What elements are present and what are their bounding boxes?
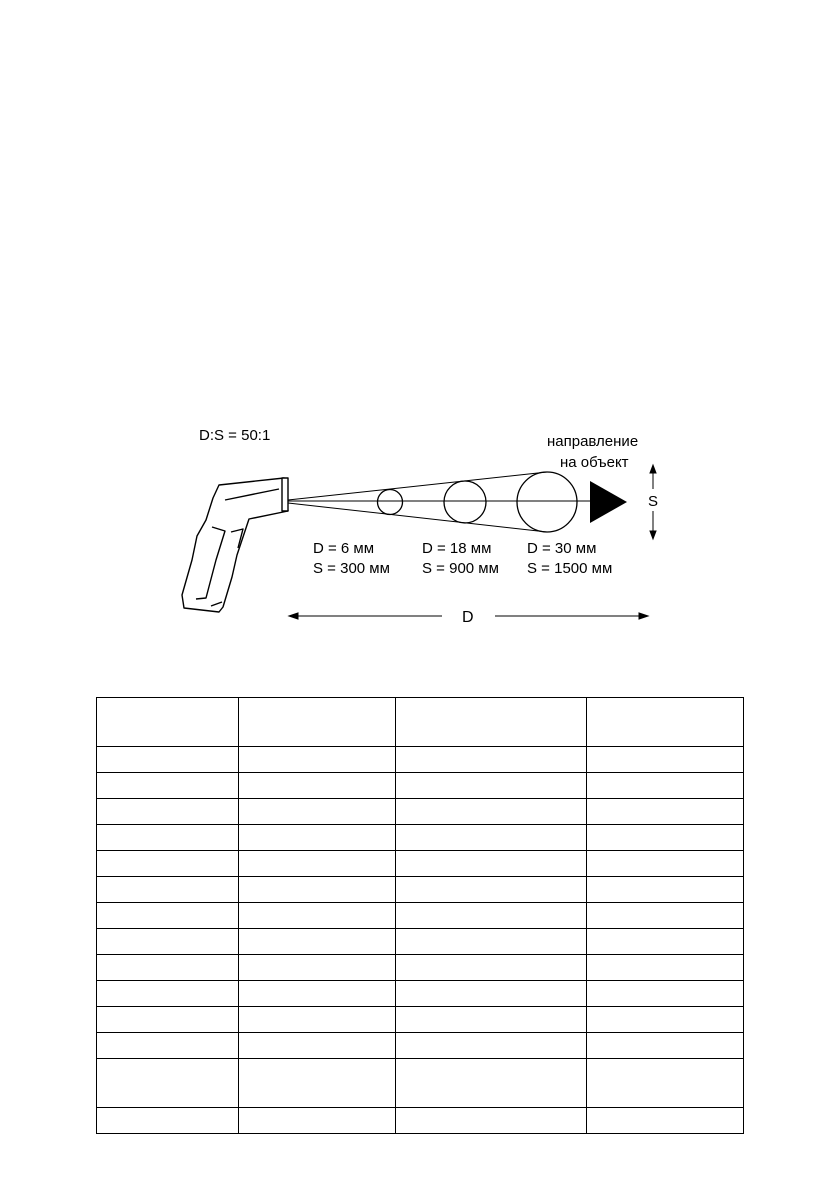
table-row <box>97 903 744 929</box>
beam-cone <box>288 472 591 532</box>
table-cell <box>239 877 396 903</box>
table-row <box>97 851 744 877</box>
table-cell <box>396 851 587 877</box>
table-cell <box>239 698 396 747</box>
table-row <box>97 1059 744 1108</box>
table-cell <box>97 1033 239 1059</box>
table-row <box>97 698 744 747</box>
table-row <box>97 799 744 825</box>
table-cell <box>587 981 744 1007</box>
table-cell <box>587 1033 744 1059</box>
spot-circle-3 <box>517 472 577 532</box>
table-cell <box>239 747 396 773</box>
table-cell <box>239 1108 396 1134</box>
table-cell <box>587 851 744 877</box>
table-cell <box>587 825 744 851</box>
table-cell <box>396 1059 587 1108</box>
table-cell <box>396 1007 587 1033</box>
table-cell <box>97 955 239 981</box>
table-cell <box>97 1059 239 1108</box>
spot-circle-2 <box>444 481 486 523</box>
table-cell <box>587 1059 744 1108</box>
spot-size-label: S <box>648 493 659 510</box>
table-cell <box>396 799 587 825</box>
table-cell <box>396 698 587 747</box>
spot-circle-1 <box>378 490 403 515</box>
spot-1-s-label: S = 300 мм <box>313 560 390 577</box>
direction-label-line1: направление <box>547 433 639 450</box>
table-cell <box>97 851 239 877</box>
spot-3-s-label: S = 1500 мм <box>527 560 613 577</box>
table-cell <box>97 929 239 955</box>
table-row <box>97 1108 744 1134</box>
table-cell <box>239 799 396 825</box>
table-cell <box>396 929 587 955</box>
table-row <box>97 747 744 773</box>
spot-2-s-label: S = 900 мм <box>422 560 499 577</box>
table-cell <box>97 1007 239 1033</box>
table-cell <box>396 981 587 1007</box>
spot-3-d-label: D = 30 мм <box>527 540 597 557</box>
table-cell <box>587 1007 744 1033</box>
table-cell <box>97 825 239 851</box>
table-cell <box>587 698 744 747</box>
table-cell <box>239 981 396 1007</box>
table-cell <box>396 877 587 903</box>
table-cell <box>239 1059 396 1108</box>
table-row <box>97 773 744 799</box>
table-cell <box>97 1108 239 1134</box>
table-cell <box>239 929 396 955</box>
table-row <box>97 955 744 981</box>
table-row <box>97 1007 744 1033</box>
spot-1-d-label: D = 6 мм <box>313 540 375 557</box>
distance-label: D <box>462 609 474 626</box>
spot-2-d-label: D = 18 мм <box>422 540 492 557</box>
table-cell <box>587 747 744 773</box>
table-cell <box>587 799 744 825</box>
table-row <box>97 1033 744 1059</box>
table-cell <box>239 1033 396 1059</box>
thermometer-gun-icon <box>182 478 288 612</box>
table-cell <box>587 1108 744 1134</box>
table-cell <box>587 955 744 981</box>
table-cell <box>396 1033 587 1059</box>
direction-label-line2: на объект <box>560 454 629 471</box>
table-cell <box>97 698 239 747</box>
table-cell <box>396 825 587 851</box>
table-cell <box>239 773 396 799</box>
table-cell <box>587 929 744 955</box>
table-cell <box>239 851 396 877</box>
table-cell <box>396 773 587 799</box>
table-cell <box>97 799 239 825</box>
table-cell <box>396 1108 587 1134</box>
table-row <box>97 929 744 955</box>
table-cell <box>239 825 396 851</box>
table-cell <box>396 955 587 981</box>
table-cell <box>587 903 744 929</box>
table-row <box>97 877 744 903</box>
table-cell <box>97 981 239 1007</box>
table-row <box>97 825 744 851</box>
table-cell <box>587 877 744 903</box>
table-cell <box>396 747 587 773</box>
table-cell <box>239 1007 396 1033</box>
table-cell <box>97 903 239 929</box>
table-cell <box>97 877 239 903</box>
table-cell <box>239 903 396 929</box>
table-cell <box>239 955 396 981</box>
table-cell <box>97 747 239 773</box>
table-cell <box>97 773 239 799</box>
spec-table <box>96 697 744 1134</box>
ratio-label: D:S = 50:1 <box>199 427 271 444</box>
table-cell <box>396 903 587 929</box>
table-cell <box>587 773 744 799</box>
table-row <box>97 981 744 1007</box>
target-direction-arrow-icon <box>590 481 627 523</box>
